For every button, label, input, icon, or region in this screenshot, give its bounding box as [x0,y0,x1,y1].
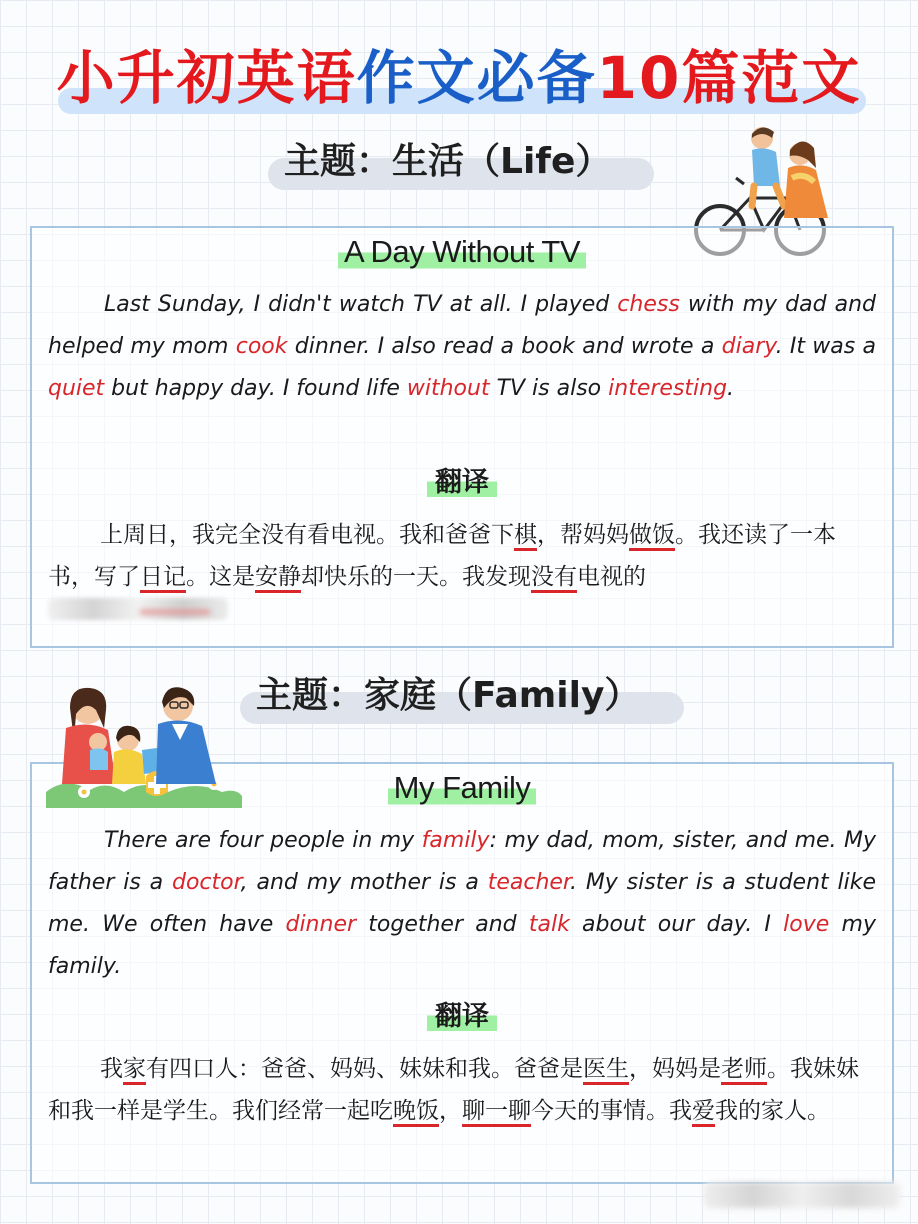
passage-text: together and [356,912,529,937]
essay-title-wrapper [32,234,892,270]
translation-text: 却快乐的一天。我发现 [301,564,531,590]
keyword-underline: 做饭 [629,522,675,551]
keyword-highlight: dinner [285,912,357,937]
passage-text: Last Sunday, I didn't watch TV at all. I played [104,292,618,317]
passage-text: my family. [48,912,876,979]
keyword-highlight: interesting [608,376,728,401]
title-part-2: 作文必备 [356,44,597,112]
keyword-highlight: family [421,828,490,853]
translation-text: 我 [100,1056,123,1082]
keyword-underline: 棋 [514,522,537,551]
passage-text: with my dad and helped my mom [48,292,876,359]
translation-heading-life: 翻译 [427,460,497,499]
passage-text: . My sister is a student like me. We often have [48,870,876,937]
family-reading-illustration [46,680,242,808]
essay-title-life: A Day Without TV [338,234,586,270]
keyword-highlight: diary [721,334,776,359]
translation-heading-wrapper [32,994,892,1033]
keyword-highlight: without [406,376,490,401]
passage-text: . It was a [775,334,876,359]
watermark-blur [704,1182,900,1208]
blurred-text-overlay [48,598,228,620]
keyword-highlight: cook [235,334,288,359]
translation-text: 有四口人：爸爸、妈妈、妹妹和我。爸爸是 [146,1056,583,1082]
passage-text: , and my mother is a [240,870,488,895]
translation-text: 。我妹妹和我一样是学生。我们经常一起吃 [48,1056,859,1124]
keyword-underline: 没有 [531,564,577,593]
translation-text: ， [439,1098,462,1124]
keyword-underline: 老师 [721,1056,767,1085]
passage-text: about our day. I [569,912,784,937]
essay-title-family: My Family [388,770,537,806]
page-title [0,36,918,120]
translation-text: 我的家人。 [715,1098,830,1124]
keyword-underline: 聊一聊 [462,1098,531,1127]
translation-heading-family: 翻译 [427,994,497,1033]
keyword-underline: 爱 [692,1098,715,1127]
chinese-translation-life [48,514,876,598]
translation-heading-wrapper [32,460,892,499]
keyword-highlight: doctor [172,870,241,895]
passage-text: but happy day. I found life [104,376,407,401]
essay-panel-family [30,762,894,1184]
english-passage-family [48,820,876,988]
keyword-highlight: talk [528,912,570,937]
translation-text: 上周日，我完全没有看电视。我和爸爸下 [100,522,514,548]
translation-text: ，妈妈是 [629,1056,721,1082]
translation-text: 。我还读了一本书，写了 [48,522,836,590]
keyword-underline: 日记 [140,564,186,593]
keyword-highlight: teacher [487,870,570,895]
keyword-underline: 安静 [255,564,301,593]
keyword-underline: 晚饭 [393,1098,439,1127]
keyword-highlight: quiet [48,376,105,401]
keyword-underline: 家 [123,1056,146,1085]
theme-life-heading: 主题：生活（Life） [284,141,612,182]
translation-text: ，帮妈妈 [537,522,629,548]
translation-text: 今天的事情。我 [531,1098,692,1124]
title-part-3: 10篇范文 [596,44,862,112]
essay-panel-life [30,226,894,648]
english-passage-life [48,284,876,410]
chinese-translation-family [48,1048,876,1132]
passage-text: TV is also [489,376,609,401]
keyword-underline: 医生 [583,1056,629,1085]
passage-text: There are four people in my [104,828,422,853]
passage-text: dinner. I also read a book and wrote a [287,334,722,359]
translation-text: 电视的 [577,564,646,590]
passage-text: : my dad, mom, sister, and me. My father is a [48,828,876,895]
title-part-1: 小升初英语 [56,44,357,112]
translation-text: 。这是 [186,564,255,590]
keyword-highlight: love [783,912,830,937]
theme-family-heading: 主题：家庭（Family） [256,675,641,716]
passage-text: . [727,376,735,401]
keyword-highlight: chess [617,292,680,317]
